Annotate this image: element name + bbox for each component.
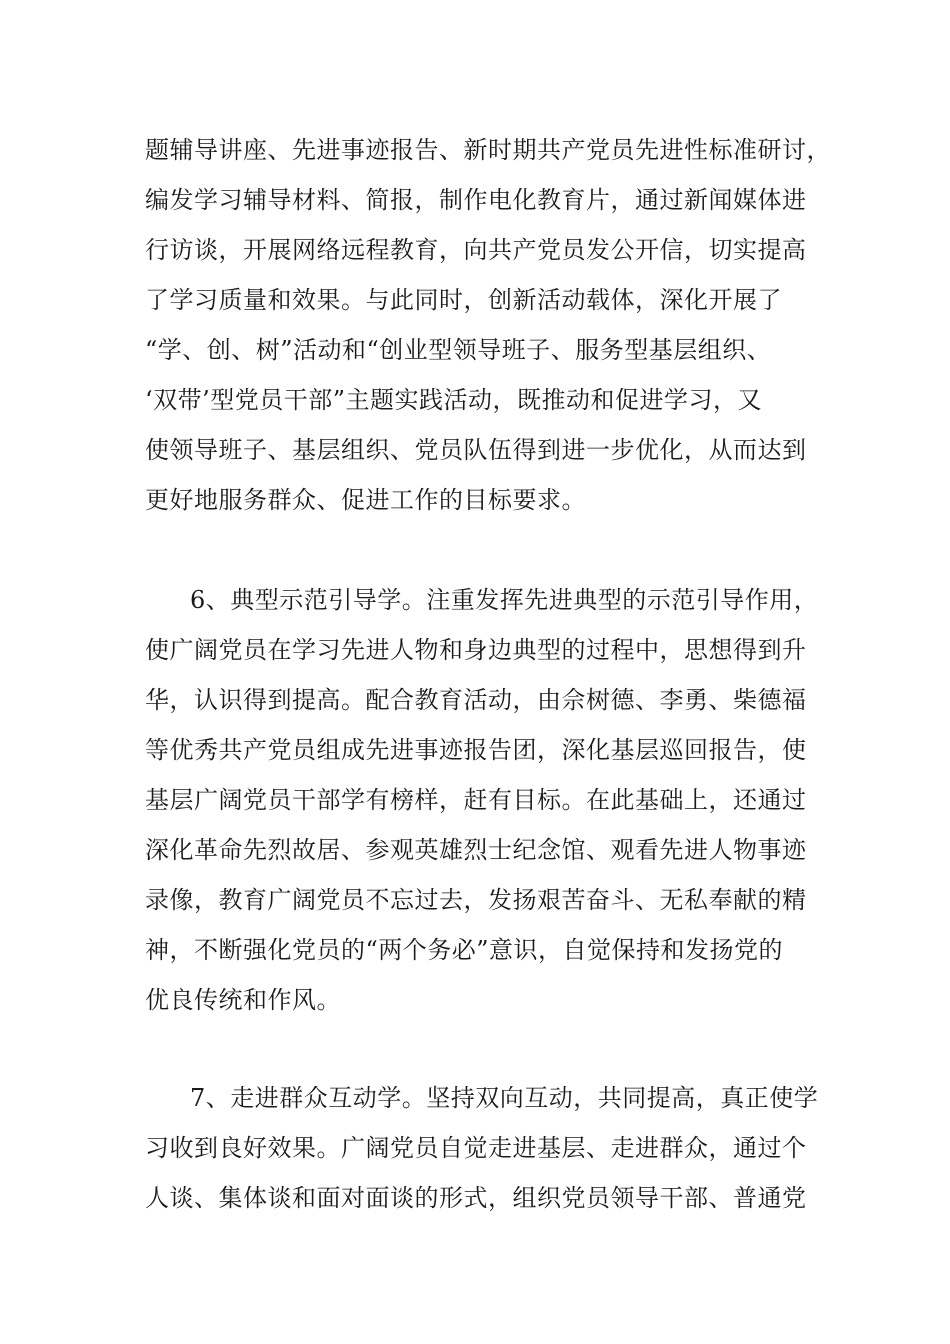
text-line: “学、创、树”活动和“创业型领导班子、服务型基层组织、: [145, 336, 772, 364]
text-line: 人谈、集体谈和面对面谈的形式，组织党员领导干部、普通党: [145, 1184, 807, 1212]
text-line: 使广阔党员在学习先进人物和身边典型的过程中，思想得到升: [145, 636, 807, 664]
text-line: ‘双带’型党员干部”主题实践活动，既推动和促进学习，又: [145, 386, 763, 414]
text-line: 编发学习辅导材料、简报，制作电化教育片，通过新闻媒体进: [145, 186, 807, 214]
section-7-heading-line: 7、走进群众互动学。坚持双向互动，共同提高，真正使学: [190, 1084, 819, 1112]
text-line: 等优秀共产党员组成先进事迹报告团，深化基层巡回报告，使: [145, 736, 807, 764]
section-6-heading-line: 6、典型示范引导学。注重发挥先进典型的示范引导作用，: [190, 586, 819, 614]
text-line: 基层广阔党员干部学有榜样，赶有目标。在此基础上，还通过: [145, 786, 807, 814]
text-line: 华，认识得到提高。配合教育活动，由佘树德、李勇、柴德福: [145, 686, 807, 714]
text-line: 录像，教育广阔党员不忘过去，发扬艰苦奋斗、无私奉献的精: [145, 886, 807, 914]
text-line: 优良传统和作风。: [145, 986, 341, 1014]
text-line: 了学习质量和效果。与此同时，创新活动载体，深化开展了: [145, 286, 782, 314]
text-line: 更好地服务群众、促进工作的目标要求。: [145, 486, 586, 514]
text-line: 神，不断强化党员的“两个务必”意识，自觉保持和发扬党的: [145, 936, 784, 964]
text-line: 使领导班子、基层组织、党员队伍得到进一步优化，从而达到: [145, 436, 807, 464]
text-line: 深化革命先烈故居、参观英雄烈士纪念馆、观看先进人物事迹: [145, 836, 807, 864]
text-line: 习收到良好效果。广阔党员自觉走进基层、走进群众，通过个: [145, 1134, 807, 1162]
text-line: 行访谈，开展网络远程教育，向共产党员发公开信，切实提高: [145, 236, 807, 264]
text-line: 题辅导讲座、先进事迹报告、新时期共产党员先进性标准研讨，: [145, 136, 831, 164]
